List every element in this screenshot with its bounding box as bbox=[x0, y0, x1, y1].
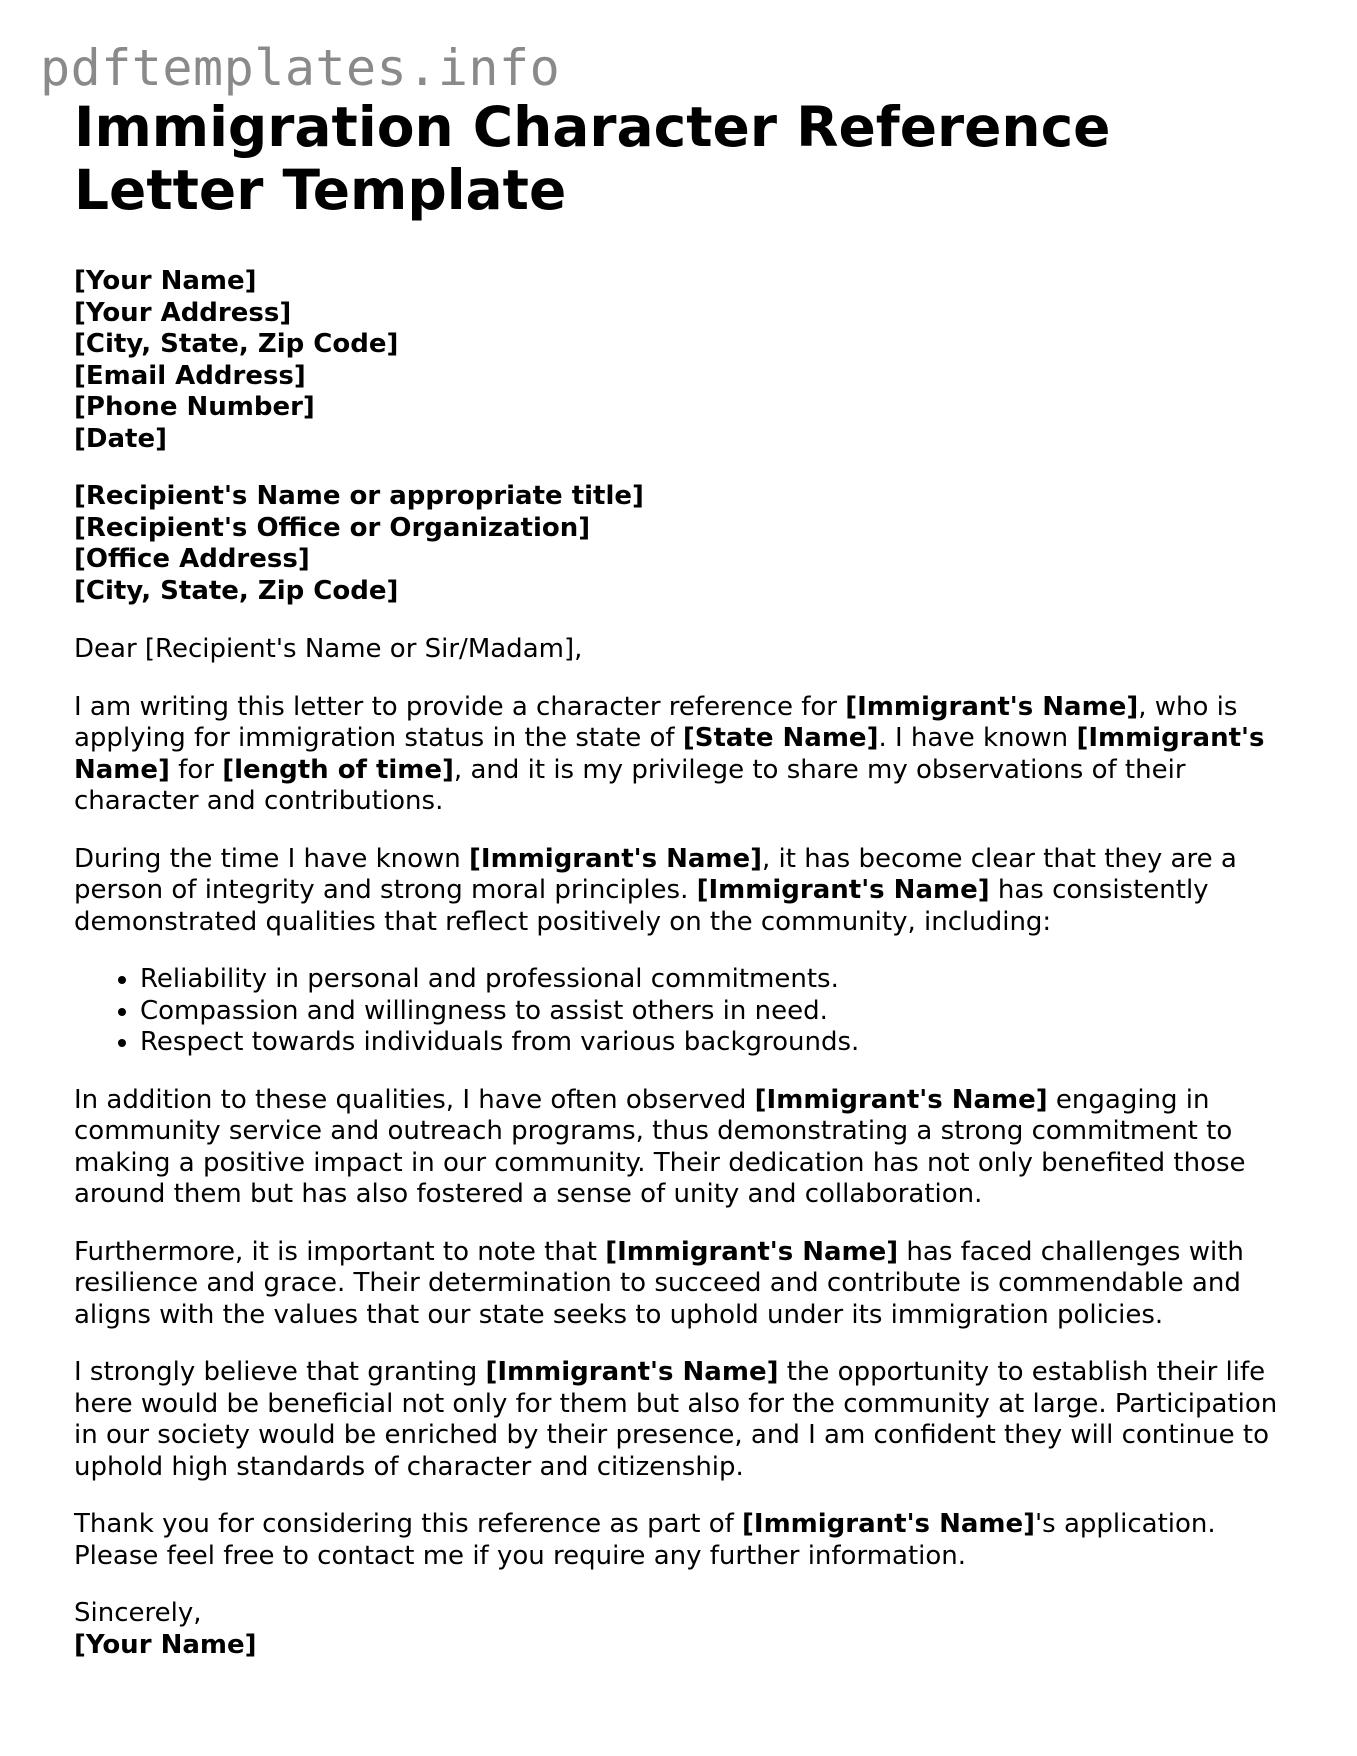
page-title: Immigration Character Reference Letter Template bbox=[74, 95, 1111, 222]
list-item: • Respect towards individuals from various backgrounds. bbox=[140, 1027, 1304, 1059]
watermark: pdftemplates.info bbox=[40, 39, 561, 97]
paragraph-community-service: In addition to these qualities, I have often observed [Immigrant's Name] engaging in community service and outreach programs, thus demonstrating a strong commitment to making a positive impact in our community. Their dedication has not only benefited those around them but has also fostered a sense of unity and collaboration. bbox=[74, 1084, 1246, 1209]
signature-name: [Your Name] bbox=[74, 1629, 257, 1660]
paragraph-recommendation: I strongly believe that granting [Immigrant's Name] the opportunity to establish their life here would be beneficial not only for them but also for the community at large. Participation in our society would be enriched by their presence, and I am confident they will continue to uphold high standards of character and citizenship. bbox=[74, 1357, 1278, 1482]
sender-address: [Your Address] bbox=[74, 297, 292, 328]
paragraph-character: During the time I have known [Immigrant's Name], it has become clear that they are a person of integrity and strong moral principles. [Immigrant's Name] has consistently demonstrated qualities that reflect positively on the community, including: bbox=[74, 843, 1237, 937]
recipient-city-state-zip: [City, State, Zip Code] bbox=[74, 575, 399, 606]
sender-phone: [Phone Number] bbox=[74, 392, 315, 422]
salutation: Dear [Recipient's Name or Sir/Madam], bbox=[74, 634, 583, 664]
recipient-office-address: [Office Address] bbox=[74, 544, 310, 574]
recipient-address-block bbox=[74, 481, 1304, 607]
paragraph-introduction: I am writing this letter to provide a character reference for [Immigrant's Name], who is applying for immigration status in the state of [State Name]. I have known [Immigrant's Name] for [length of time], and it is my privilege to share my observations of their character and contributions. bbox=[74, 691, 1265, 816]
sender-city-state-zip: [City, State, Zip Code] bbox=[74, 329, 399, 359]
sender-email: [Email Address] bbox=[74, 360, 306, 391]
sender-name: [Your Name] bbox=[74, 266, 257, 296]
paragraph-thank-you: Thank you for considering this reference as part of [Immigrant's Name]'s application. Please feel free to contact me if you require any further information. bbox=[74, 1509, 1216, 1571]
letter-date: [Date] bbox=[74, 423, 167, 454]
qualities-list bbox=[74, 964, 1304, 1059]
list-item: • Reliability in personal and professional commitments. bbox=[140, 964, 1304, 996]
recipient-organization: [Recipient's Office or Organization] bbox=[74, 512, 591, 543]
sender-address-block bbox=[74, 266, 1304, 455]
list-item: • Compassion and willingness to assist others in need. bbox=[140, 996, 1304, 1028]
closing-block bbox=[74, 1598, 1304, 1661]
letter-page bbox=[74, 96, 1304, 1661]
valediction: Sincerely, bbox=[74, 1598, 202, 1628]
recipient-name: [Recipient's Name or appropriate title] bbox=[74, 481, 644, 511]
paragraph-resilience: Furthermore, it is important to note that [Immigrant's Name] has faced challenges with resilience and grace. Their determination to succeed and contribute is commendable and aligns with the values that our state seeks to uphold under its immigration policies. bbox=[74, 1236, 1244, 1330]
